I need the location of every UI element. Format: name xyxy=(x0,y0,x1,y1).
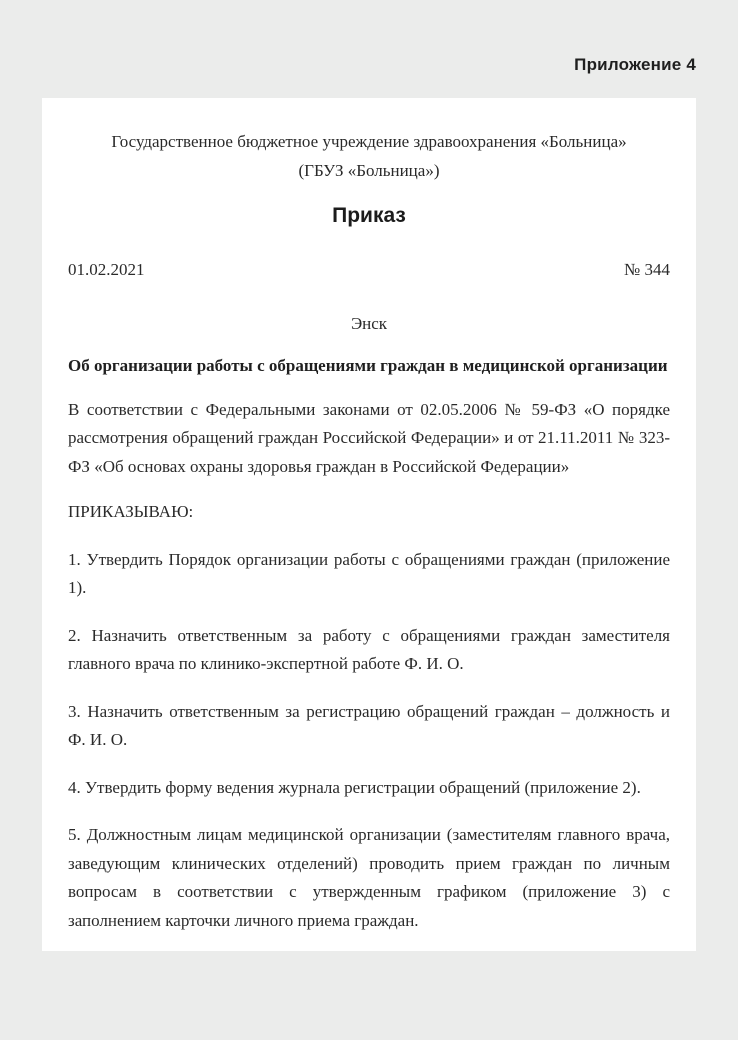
order-item-5: 5. Должностным лицам медицинской организации (заместителям главного врача, заведующим клинических отделений) проводить прием граждан по личным вопросам в соответствии с утвержденным графиком (приложение 3) с заполнением карточки личного приема граждан. xyxy=(68,825,670,930)
document-subject: Об организации работы с обращениями граждан в медицинской организации xyxy=(68,356,668,375)
org-name-line-2: (ГБУЗ «Больница») xyxy=(298,160,440,180)
document-city: Энск xyxy=(350,313,388,333)
order-item-2: 2. Назначить ответственным за работу с обращениями граждан заместителя главного врача по клинико-экспертной работе Ф. И. О. xyxy=(68,625,670,673)
order-word: ПРИКАЗЫВАЮ: xyxy=(68,502,194,521)
org-name-line-1: Государственное бюджетное учреждение здравоохранения «Больница» xyxy=(111,132,627,151)
preamble-paragraph: В соответствии с Федеральными законами от 02.05.2006 № 59-ФЗ «О порядке рассмотрения обращений граждан Российской Федерации» и от 21.11.2011 № 323-ФЗ «Об основах охраны здоровья граждан в Российской Федерации» xyxy=(68,399,670,476)
order-item-1: 1. Утвердить Порядок организации работы с обращениями граждан (приложение 1). xyxy=(68,549,670,597)
document-page xyxy=(42,98,696,951)
screen xyxy=(42,0,696,951)
order-item-4: 4. Утвердить форму ведения журнала регистрации обращений (приложение 2). xyxy=(68,777,641,797)
order-item-3: 3. Назначить ответственным за регистрацию обращений граждан – должность и Ф. И. О. xyxy=(68,701,670,749)
document-title: Приказ xyxy=(332,204,406,227)
annex-label: Приложение 4 xyxy=(574,55,696,74)
document-number: № 344 xyxy=(624,260,670,279)
org-name xyxy=(68,128,670,185)
date-number-row xyxy=(68,256,670,285)
document-date: 01.02.2021 xyxy=(68,260,145,279)
